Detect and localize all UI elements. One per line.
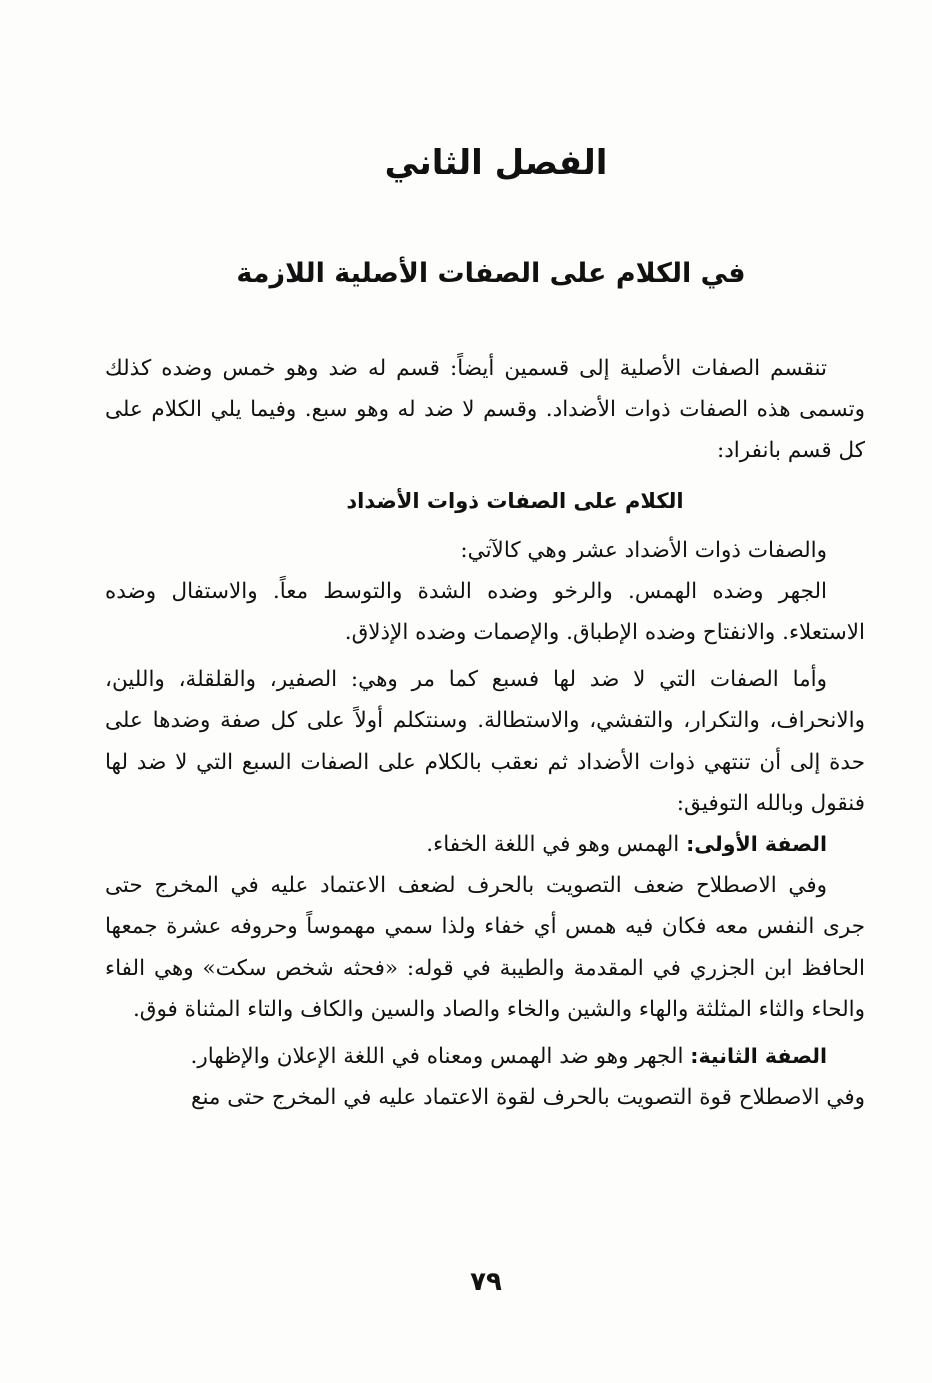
paragraph-hams-definition: وفي الاصطلاح ضعف التصويت بالحرف لضعف الاعتماد عليه في المخرج حتى جرى النفس معه فكان فيه همس أي خفاء ولذا سمي مهموساً وحروفه عشرة جمعها الحافظ ابن الجزري في المقدمة والطيبة في قوله: «فحثه شخص سكت» وهي الفاء والحاء والثاء المثلثة والهاء والشين والخاء والصاد والسين والكاف والتاء المثناة فوق.: [105, 873, 865, 1022]
chapter-title: الفصل الثاني: [384, 143, 608, 183]
second-attribute-label: الصفة الثانية:: [690, 1044, 827, 1069]
paragraph-first-attribute: [105, 824, 865, 865]
first-attribute-text: الهمس وهو في اللغة الخفاء.: [426, 832, 687, 858]
paragraph-jahr-definition: وفي الاصطلاح قوة التصويت بالحرف لقوة الاعتماد عليه في المخرج حتى منع: [191, 1085, 865, 1111]
page-body: [105, 348, 865, 1118]
intro-paragraph: تنقسم الصفات الأصلية إلى قسمين أيضاً: قسم له ضد وهو خمس وضده كذلك وتسمى هذه الصفات ذوات الأضداد. وقسم لا ضد له وهو سبع. وفيما يلي الكلام على كل قسم بانفراد:: [105, 356, 865, 464]
subsection-title: الكلام على الصفات ذوات الأضداد: [346, 488, 684, 513]
paragraph-count: والصفات ذوات الأضداد عشر وهي كالآتي:: [460, 537, 827, 563]
paragraph-no-opposite: وأما الصفات التي لا ضد لها فسبع كما مر وهي: الصفير، والقلقلة، واللين، والانحراف، والتكرار، والتفشي، والاستطالة. وسنتكلم أولاً على كل صفة وضدها على حدة إلى أن تنتهي ذوات الأضداد ثم نعقب بالكلام على الصفات السبع التي لا ضد لها فنقول وبالله التوفيق:: [105, 667, 865, 816]
paragraph-second-attribute: [105, 1036, 865, 1077]
first-attribute-label: الصفة الأولى:: [686, 832, 827, 857]
second-attribute-text: الجهر وهو ضد الهمس ومعناه في اللغة الإعلان والإظهار.: [190, 1044, 691, 1070]
page-number: ٧٩: [470, 1267, 502, 1297]
paragraph-pairs: الجهر وضده الهمس. والرخو وضده الشدة والتوسط معاً. والاستفال وضده الاستعلاء. والانفتاح وضده الإطباق. والإصمات وضده الإذلاق.: [105, 578, 865, 646]
section-title: في الكلام على الصفات الأصلية اللازمة: [236, 258, 746, 289]
